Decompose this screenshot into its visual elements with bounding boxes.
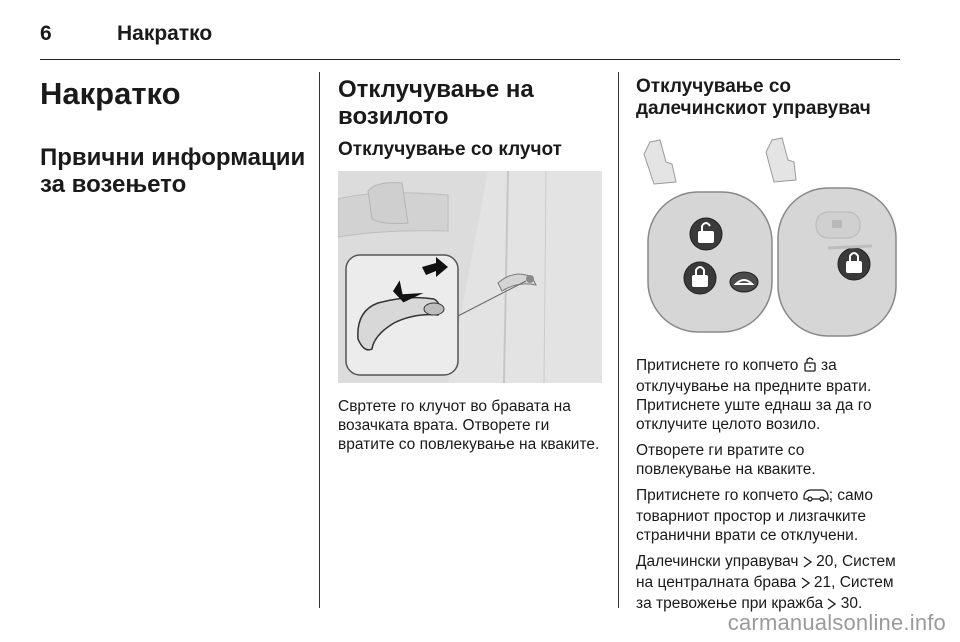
remote-open-doors-text: Отворете ги вратите со повлекување на кваките. bbox=[636, 442, 816, 478]
padlock-open-icon bbox=[803, 356, 817, 377]
text-fragment: Притиснете го копчето bbox=[636, 357, 803, 374]
column-divider-1 bbox=[319, 72, 320, 608]
text-fragment: 21, Систем за тревожење при кражба bbox=[636, 574, 894, 612]
page-header bbox=[40, 22, 920, 52]
unlock-with-key-subheading: Отклучување со клучот bbox=[338, 139, 562, 160]
header-rule bbox=[40, 59, 900, 60]
text-fragment: 20, Систем на централната брава bbox=[636, 553, 896, 591]
remote-unlock-cargo-text bbox=[636, 486, 902, 545]
column-1 bbox=[40, 76, 308, 198]
remote-key-illustration bbox=[636, 132, 900, 344]
page-number: 6 bbox=[40, 22, 52, 45]
remote-key-drawing bbox=[636, 132, 900, 344]
column-3 bbox=[636, 76, 902, 615]
page-reference-arrow-icon bbox=[801, 575, 810, 594]
remote-unlock-heading: Отклучување со далечинскиот управувач bbox=[636, 76, 871, 119]
door-handle-illustration bbox=[338, 171, 602, 383]
text-fragment: Притиснете го копчето bbox=[636, 487, 803, 504]
watermark: carmanualsonline.info bbox=[727, 610, 946, 635]
van-rear-icon bbox=[803, 488, 829, 507]
cross-references-text bbox=[636, 552, 902, 615]
section-subtitle: Првични информации за возењето bbox=[40, 144, 306, 198]
door-handle-drawing bbox=[338, 171, 602, 383]
text-fragment: за отклучување на предните врати. Притиснете уште еднаш за да го отклучите целото возило. bbox=[636, 357, 872, 433]
text-fragment: Далечински управувач bbox=[636, 553, 803, 570]
running-title: Накратко bbox=[117, 22, 213, 45]
unlock-vehicle-heading: Отклучување на возилото bbox=[338, 76, 534, 130]
section-title: Накратко bbox=[40, 76, 181, 111]
column-2 bbox=[338, 76, 604, 454]
remote-unlock-front-doors-text bbox=[636, 356, 902, 434]
page-reference-arrow-icon bbox=[803, 554, 812, 573]
text-fragment: 30. bbox=[836, 595, 863, 612]
column-divider-2 bbox=[618, 72, 619, 608]
unlock-with-key-text: Свртете го клучот во бравата на возачката врата. Отворете ги вратите со повлекување на кваките. bbox=[338, 398, 600, 453]
text-fragment: ; само товарниот простор и лизгачките странични врати се отклучени. bbox=[636, 487, 873, 544]
